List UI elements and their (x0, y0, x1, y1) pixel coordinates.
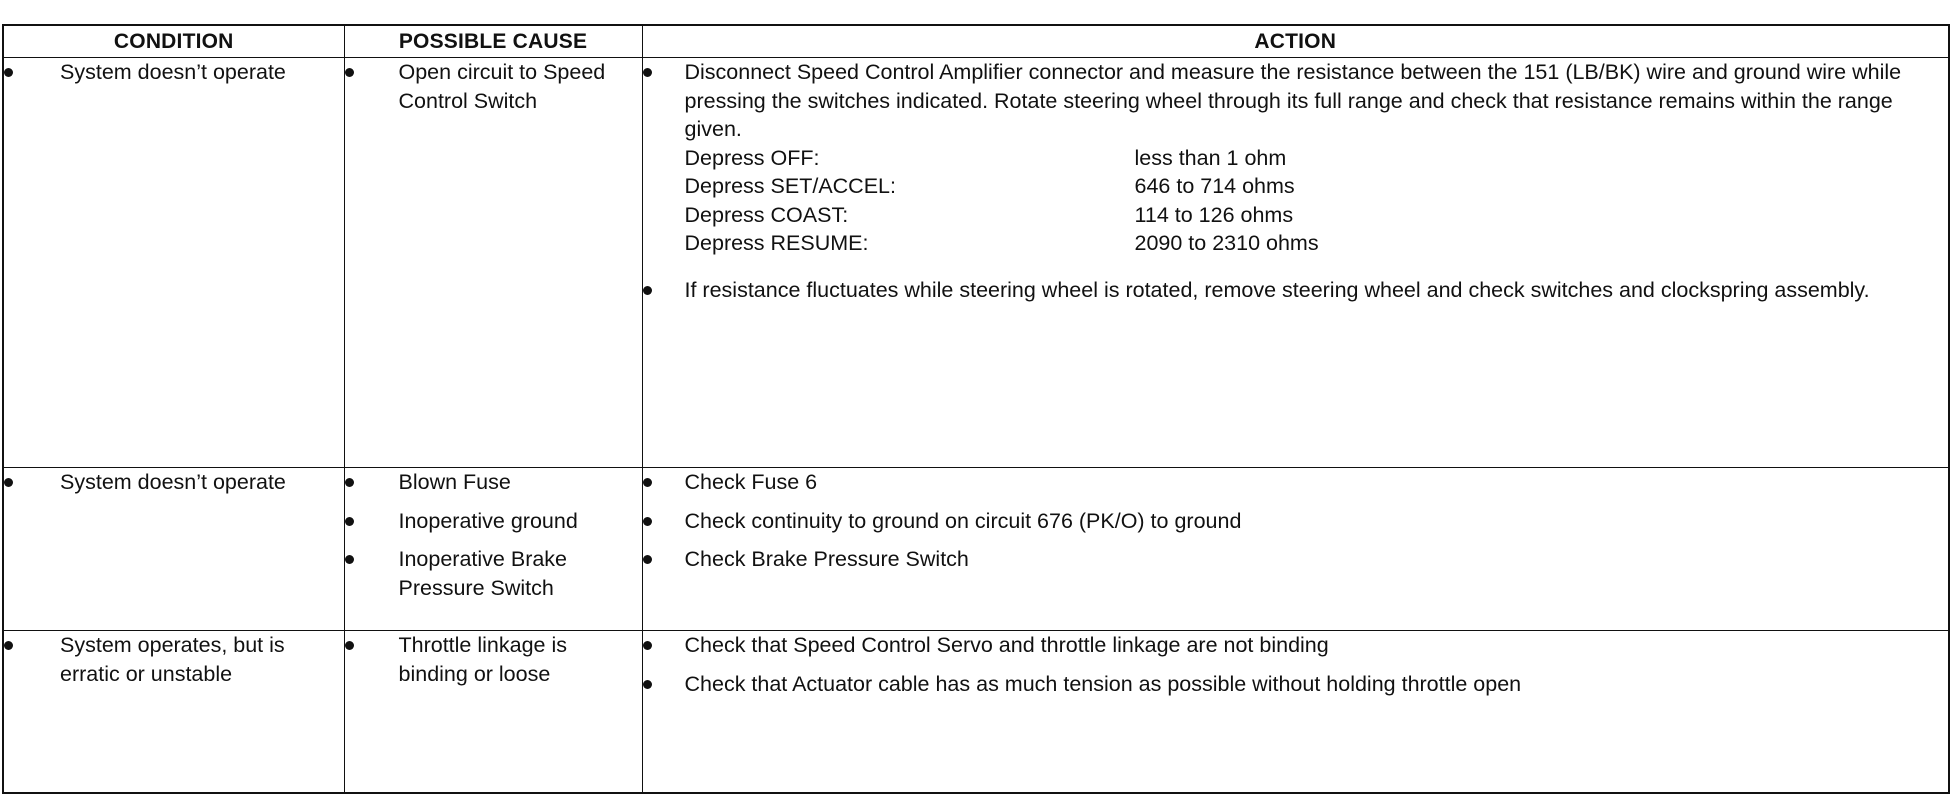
diagnosis-table (2, 24, 1950, 794)
table-row (3, 468, 1949, 631)
bullet-icon (643, 286, 652, 295)
cause-item: Throttle linkage is binding or loose (345, 631, 642, 688)
action-cell (642, 58, 1949, 468)
spec-label: Depress RESUME: (684, 231, 869, 255)
header-row (3, 25, 1949, 58)
bullet-icon (4, 641, 13, 650)
spec-label: Depress COAST: (684, 202, 849, 227)
bullet-icon (643, 478, 652, 487)
table-row (3, 58, 1949, 468)
bullet-icon (345, 517, 354, 526)
header-action: ACTION (642, 25, 1949, 58)
condition-item: System operates, but is erratic or unstable (4, 631, 344, 688)
spec-label: Depress OFF: (684, 145, 820, 170)
bullet-icon (345, 478, 354, 487)
bullet-icon (643, 68, 652, 77)
bullet-icon (4, 68, 13, 77)
bullet-icon (643, 680, 652, 689)
bullet-icon (643, 517, 652, 526)
action-cell (642, 631, 1949, 793)
spec-label: Depress SET/ACCEL: (684, 174, 896, 198)
cause-cell (344, 631, 642, 793)
action-item: Disconnect Speed Control Amplifier connector and measure the resistance between the 151 (LB/BK) wire and ground wire while pressing the switches indicated. Rotate steering wheel through its full range and check that resistance remains within the range given. Depress OFF: less than 1 ohm Depress SET/ACCEL: 646 to 714 ohms Depress COAST: 114 to 126 ohms Depress RESUME: 2090 to 2310 ohms (643, 58, 1949, 258)
resistance-spec-table (685, 144, 1949, 258)
bullet-icon (4, 478, 13, 487)
spec-value: 2090 to 2310 ohms (1134, 231, 1319, 255)
bullet-icon (345, 68, 354, 77)
spec-value: 114 to 126 ohms (1134, 202, 1294, 227)
cause-item: Inoperative ground (345, 507, 642, 536)
condition-cell (3, 631, 344, 793)
bullet-icon (345, 641, 354, 650)
action-item: If resistance fluctuates while steering wheel is rotated, remove steering wheel and check switches and clockspring assembly. (643, 276, 1949, 305)
cause-item: Open circuit to Speed Control Switch (345, 58, 642, 115)
action-item: Check Fuse 6 (643, 468, 1949, 497)
action-item: Check Brake Pressure Switch (643, 545, 1949, 574)
cause-cell (344, 58, 642, 468)
header-possible-cause: POSSIBLE CAUSE (344, 25, 642, 58)
bullet-icon (643, 641, 652, 650)
cause-item: Inoperative Brake Pressure Switch (345, 545, 642, 602)
condition-cell (3, 468, 344, 631)
spec-value: 646 to 714 ohms (1134, 174, 1295, 198)
cause-cell (344, 468, 642, 631)
table-row (3, 631, 1949, 793)
spec-value: less than 1 ohm (1134, 145, 1287, 170)
condition-item: System doesn’t operate (4, 468, 344, 497)
action-item: Check that Actuator cable has as much tension as possible without holding throttle open (643, 670, 1949, 699)
header-condition: CONDITION (3, 25, 344, 58)
cause-item: Blown Fuse (345, 468, 642, 497)
bullet-icon (345, 555, 354, 564)
condition-item: System doesn’t operate (4, 58, 344, 87)
action-cell (642, 468, 1949, 631)
bullet-icon (643, 555, 652, 564)
action-item: Check that Speed Control Servo and throttle linkage are not binding (643, 631, 1949, 660)
condition-cell (3, 58, 344, 468)
action-item: Check continuity to ground on circuit 676 (PK/O) to ground (643, 507, 1949, 536)
